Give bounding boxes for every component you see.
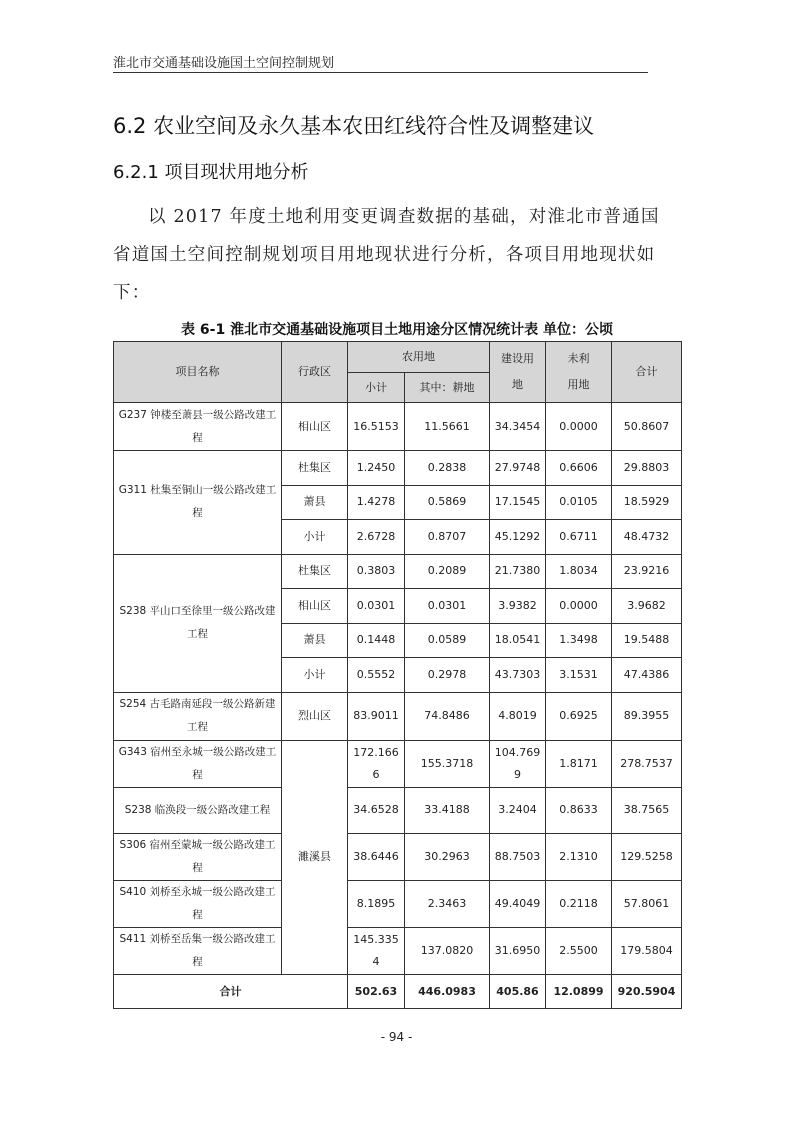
- total-value-cell: 446.0983: [405, 975, 490, 1009]
- value-cell: 172.1666: [348, 740, 405, 787]
- district-cell: 相山区: [282, 589, 348, 624]
- value-cell: 155.3718: [405, 740, 490, 787]
- value-cell: 8.1895: [348, 881, 405, 928]
- table-row: [114, 834, 682, 881]
- value-cell: 83.9011: [348, 692, 405, 740]
- value-cell: 0.2838: [405, 451, 490, 486]
- col-header-name: 项目名称: [114, 342, 282, 403]
- value-cell: 0.2978: [405, 658, 490, 693]
- header-rule: [113, 72, 648, 73]
- value-cell: 11.5661: [405, 403, 490, 451]
- value-cell: 0.6711: [546, 520, 612, 555]
- district-cell: 杜集区: [282, 554, 348, 589]
- value-cell: 1.3498: [546, 623, 612, 658]
- project-name-cell: S411 刘桥至岳集一级公路改建工程: [114, 928, 282, 975]
- table-row: [114, 787, 682, 834]
- value-cell: 179.5804: [612, 928, 682, 975]
- value-cell: 0.6925: [546, 692, 612, 740]
- value-cell: 16.5153: [348, 403, 405, 451]
- project-name-cell: G311 杜集至铜山一级公路改建工程: [114, 451, 282, 555]
- value-cell: 104.7699: [490, 740, 546, 787]
- value-cell: 0.8707: [405, 520, 490, 555]
- col-header-total: 合计: [612, 342, 682, 403]
- value-cell: 17.1545: [490, 485, 546, 520]
- col-header-farmland: 农用地: [348, 342, 490, 373]
- table-row: [114, 740, 682, 787]
- value-cell: 0.2118: [546, 881, 612, 928]
- value-cell: 50.8607: [612, 403, 682, 451]
- value-cell: 38.7565: [612, 787, 682, 834]
- value-cell: 2.5500: [546, 928, 612, 975]
- value-cell: 49.4049: [490, 881, 546, 928]
- value-cell: 18.5929: [612, 485, 682, 520]
- district-cell: 萧县: [282, 485, 348, 520]
- value-cell: 145.3354: [348, 928, 405, 975]
- project-name-cell: S238 平山口至徐里一级公路改建工程: [114, 554, 282, 692]
- value-cell: 1.4278: [348, 485, 405, 520]
- value-cell: 48.4732: [612, 520, 682, 555]
- project-name-cell: S306 宿州至蒙城一级公路改建工程: [114, 834, 282, 881]
- value-cell: 0.3803: [348, 554, 405, 589]
- value-cell: 88.7503: [490, 834, 546, 881]
- value-cell: 0.5869: [405, 485, 490, 520]
- project-name-cell: S410 刘桥至永城一级公路改建工程: [114, 881, 282, 928]
- district-cell: 杜集区: [282, 451, 348, 486]
- value-cell: 1.8034: [546, 554, 612, 589]
- subsection-heading: 6.2.1 项目现状用地分析: [113, 162, 309, 183]
- project-name-cell: G343 宿州至永城一级公路改建工程: [114, 740, 282, 787]
- value-cell: 45.1292: [490, 520, 546, 555]
- value-cell: 0.0105: [546, 485, 612, 520]
- value-cell: 137.0820: [405, 928, 490, 975]
- table-row: [114, 451, 682, 486]
- district-cell: 萧县: [282, 623, 348, 658]
- value-cell: 57.8061: [612, 881, 682, 928]
- table-row: [114, 403, 682, 451]
- project-name-cell: S254 古毛路南延段一级公路新建工程: [114, 692, 282, 740]
- project-name-cell: S238 临涣段一级公路改建工程: [114, 787, 282, 834]
- value-cell: 0.0000: [546, 403, 612, 451]
- value-cell: 0.6606: [546, 451, 612, 486]
- col-header-construction-text: 建设用地: [501, 352, 534, 391]
- col-header-cultivated: 其中：耕地: [405, 373, 490, 403]
- value-cell: 43.7303: [490, 658, 546, 693]
- value-cell: 2.1310: [546, 834, 612, 881]
- value-cell: 3.9382: [490, 589, 546, 624]
- total-row: [114, 975, 682, 1009]
- value-cell: 74.8486: [405, 692, 490, 740]
- value-cell: 0.0000: [546, 589, 612, 624]
- total-value-cell: 405.86: [490, 975, 546, 1009]
- district-cell: 濉溪县: [282, 740, 348, 975]
- project-name-cell: G237 钟楼至萧县一级公路改建工程: [114, 403, 282, 451]
- value-cell: 3.9682: [612, 589, 682, 624]
- value-cell: 0.2089: [405, 554, 490, 589]
- value-cell: 29.8803: [612, 451, 682, 486]
- total-label-cell: 合计: [114, 975, 348, 1009]
- value-cell: 0.5552: [348, 658, 405, 693]
- table-row: [114, 692, 682, 740]
- running-header: 淮北市交通基础设施国土空间控制规划: [113, 56, 335, 71]
- value-cell: 2.6728: [348, 520, 405, 555]
- page-number: - 94 -: [380, 1030, 413, 1044]
- table-caption: 表 6-1 淮北市交通基础设施项目土地用途分区情况统计表 单位：公顷: [181, 322, 613, 338]
- district-cell: 小计: [282, 658, 348, 693]
- value-cell: 2.3463: [405, 881, 490, 928]
- col-header-unused: [546, 342, 612, 403]
- value-cell: 3.2404: [490, 787, 546, 834]
- value-cell: 0.0301: [405, 589, 490, 624]
- value-cell: 18.0541: [490, 623, 546, 658]
- value-cell: 34.6528: [348, 787, 405, 834]
- district-cell: 相山区: [282, 403, 348, 451]
- value-cell: 27.9748: [490, 451, 546, 486]
- body-paragraph: 以 2017 年度土地利用变更调查数据的基础，对淮北市普通国省道国土空间控制规划项目用地现状进行分析，各项目用地现状如下：: [113, 207, 660, 303]
- value-cell: 1.8171: [546, 740, 612, 787]
- value-cell: 30.2963: [405, 834, 490, 881]
- total-value-cell: 502.63: [348, 975, 405, 1009]
- col-header-subtotal: 小计: [348, 373, 405, 403]
- value-cell: 0.1448: [348, 623, 405, 658]
- col-header-unused-text: 未利用地: [567, 352, 590, 391]
- col-header-district: 行政区: [282, 342, 348, 403]
- value-cell: 0.0301: [348, 589, 405, 624]
- value-cell: 3.1531: [546, 658, 612, 693]
- table-row: [114, 881, 682, 928]
- value-cell: 33.4188: [405, 787, 490, 834]
- table-row: [114, 554, 682, 589]
- value-cell: 21.7380: [490, 554, 546, 589]
- district-cell: 烈山区: [282, 692, 348, 740]
- total-value-cell: 12.0899: [546, 975, 612, 1009]
- land-use-table: [113, 341, 682, 1009]
- value-cell: 129.5258: [612, 834, 682, 881]
- value-cell: 0.0589: [405, 623, 490, 658]
- table-body: [114, 403, 682, 1009]
- value-cell: 1.2450: [348, 451, 405, 486]
- total-value-cell: 920.5904: [612, 975, 682, 1009]
- value-cell: 34.3454: [490, 403, 546, 451]
- value-cell: 38.6446: [348, 834, 405, 881]
- value-cell: 0.8633: [546, 787, 612, 834]
- col-header-construction: [490, 342, 546, 403]
- value-cell: 47.4386: [612, 658, 682, 693]
- section-heading: 6.2 农业空间及永久基本农田红线符合性及调整建议: [113, 114, 595, 138]
- value-cell: 31.6950: [490, 928, 546, 975]
- value-cell: 19.5488: [612, 623, 682, 658]
- value-cell: 278.7537: [612, 740, 682, 787]
- table-row: [114, 928, 682, 975]
- value-cell: 89.3955: [612, 692, 682, 740]
- value-cell: 4.8019: [490, 692, 546, 740]
- district-cell: 小计: [282, 520, 348, 555]
- value-cell: 23.9216: [612, 554, 682, 589]
